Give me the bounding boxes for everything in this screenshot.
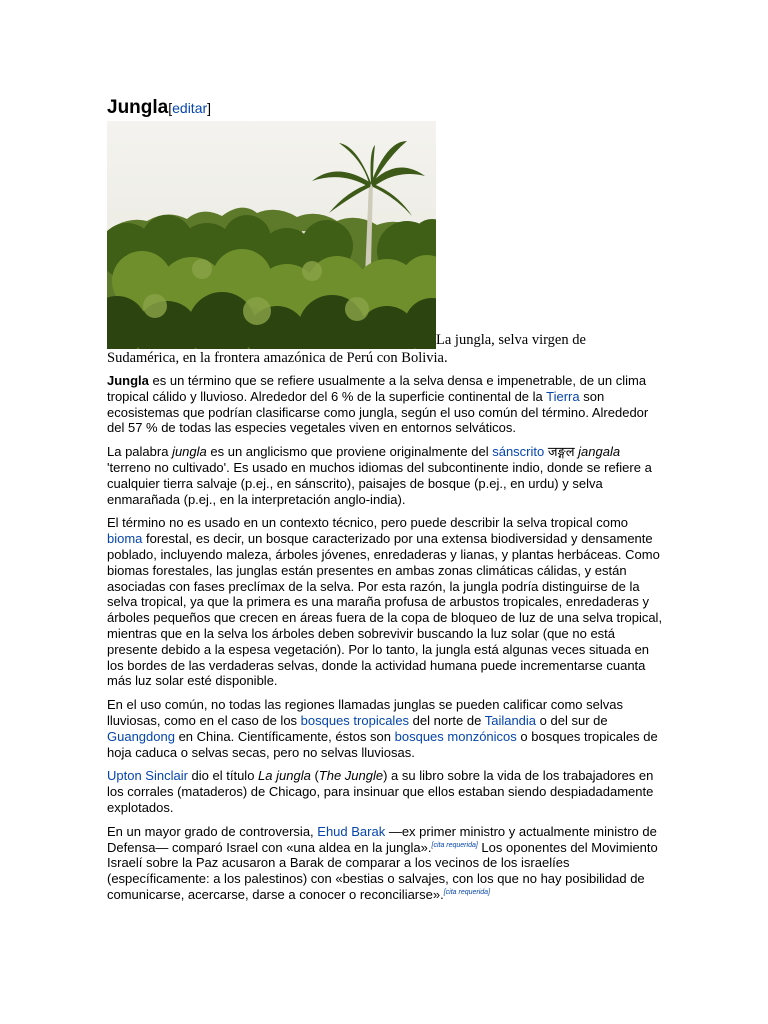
title-text: Jungla: [107, 97, 169, 118]
text: es un término que se refiere usualmente a la selva densa e impenetrable, de un clima tropical cálido y lluvioso. Alrededor del 6 % de la superficie continental de la: [107, 373, 647, 404]
text: dio el título: [187, 768, 259, 784]
paragraph-1: [107, 373, 663, 436]
link-sanscrito[interactable]: sánscrito: [492, 444, 545, 460]
link-upton-sinclair[interactable]: Upton Sinclair: [107, 768, 188, 784]
link-bioma[interactable]: bioma: [107, 531, 143, 547]
text: o del sur de: [536, 712, 608, 728]
term-bold: Jungla: [107, 373, 149, 388]
edit-section: [168, 100, 211, 116]
paragraph-3: [107, 515, 663, 689]
text: जङ्गल: [544, 444, 579, 460]
paragraph-5: [107, 768, 663, 815]
link-tierra[interactable]: Tierra: [546, 388, 580, 404]
text: En el uso común, no todas las regiones llamadas junglas se pueden calificar como selvas lluviosas, como en el caso de los: [107, 697, 623, 728]
page-title: [107, 96, 663, 120]
figure-caption-line2: Sudamérica, en la frontera amazónica de Perú con Bolivia.: [107, 350, 448, 366]
link-bosques-tropicales[interactable]: bosques tropicales: [300, 712, 410, 728]
jungle-figure: [107, 121, 663, 367]
italic-text: The Jungle: [318, 768, 384, 784]
link-tailandia[interactable]: Tailandia: [484, 712, 537, 728]
text: son ecosistemas que podrían clasificarse como jungla, según el uso común del término. Alrededor del 57 % de todas las especies vegetales viven en entornos selváticos.: [107, 388, 649, 436]
text: es un anglicismo que proviene originalmente del: [206, 444, 493, 460]
text: o bosques tropicales de hoja caduca o selvas secas, pero no selvas lluviosas.: [107, 728, 658, 760]
italic-text: jungla: [172, 444, 207, 460]
text: del norte de: [409, 712, 485, 728]
text: ) a su libro sobre la vida de los trabajadores en los corrales (mataderos) de Chicago, para insinuar que ellos estaban siendo despiadadamente explotados.: [107, 768, 654, 815]
link-ehud-barak[interactable]: Ehud Barak: [317, 823, 386, 839]
citation-needed-link[interactable]: [cita requerida]: [431, 841, 478, 849]
text: forestal, es decir, un bosque caracterizado por una extensa biodiversidad y densamente poblado, incluyendo maleza, árboles jóvenes, enredaderas y lianas, y plantas herbáceas. Como biomas forestales, las junglas están presentes en ambas zonas climáticas cálidas, y están asociadas con fases preclímax de la selva. Por esta razón, la jungla podría distinguirse de la selva tropical, ya que la primera es una maraña profusa de arbustos tropicales, enredaderas y árboles pequeños que crecen en áreas fuera de la copa de bloqueo de luz de una selva tropical, mientras que en la selva los árboles deben sobrevivir buscando la luz solar (que no está presente debido a la espesa vegetación). Por lo tanto, la jungla está algunas veces situada en los bordes de las verdaderas selvas, donde la actividad humana puede incrementarse cuanta más luz solar esté disponible.: [107, 531, 663, 689]
article: [107, 96, 663, 911]
link-guangdong[interactable]: Guangdong: [107, 728, 175, 744]
text: 'terreno no cultivado'. Es usado en muchos idiomas del subcontinente indio, donde se refiere a cualquier tierra salvaje (p.ej., en sánscrito), paisajes de bosque (p.ej., en urdu) y selva enmarañada (p.ej., en la interpretación anglo-india).: [107, 459, 652, 507]
text: El término no es usado en un contexto técnico, pero puede describir la selva tropical como: [107, 515, 629, 531]
paragraph-2: [107, 444, 663, 507]
text: Los oponentes del Movimiento Israelí sobre la Paz acusaron a Barak de comparar a los vecinos de los israelíes (específicamente: a los palestinos) con «bestias o salvajes, con los que no hay posibilidad de comunicarse, acercarse, darse a conocer o reconciliarse».: [107, 839, 658, 902]
edit-link[interactable]: editar: [172, 100, 208, 116]
edit-bracket-close: ]: [207, 100, 212, 116]
text: (: [310, 768, 319, 784]
citation-needed-link[interactable]: [cita requerida]: [443, 888, 491, 896]
edit-bracket-open: [: [168, 100, 173, 116]
italic-text: La jungla: [258, 768, 311, 784]
jungle-photo: [107, 121, 436, 349]
text: La palabra: [107, 444, 173, 460]
figure-caption: La jungla, selva virgen de: [436, 332, 586, 348]
italic-text: jangala: [578, 444, 621, 460]
link-bosques-monzonicos[interactable]: bosques monzónicos: [394, 728, 517, 744]
paragraph-6: [107, 824, 663, 903]
text: —ex primer ministro y actualmente ministro de Defensa— comparó Israel con «una aldea en la jungla».: [107, 823, 657, 855]
text: En un mayor grado de controversia,: [107, 823, 318, 839]
text: en China. Científicamente, éstos son: [174, 728, 395, 744]
paragraph-4: [107, 697, 663, 760]
